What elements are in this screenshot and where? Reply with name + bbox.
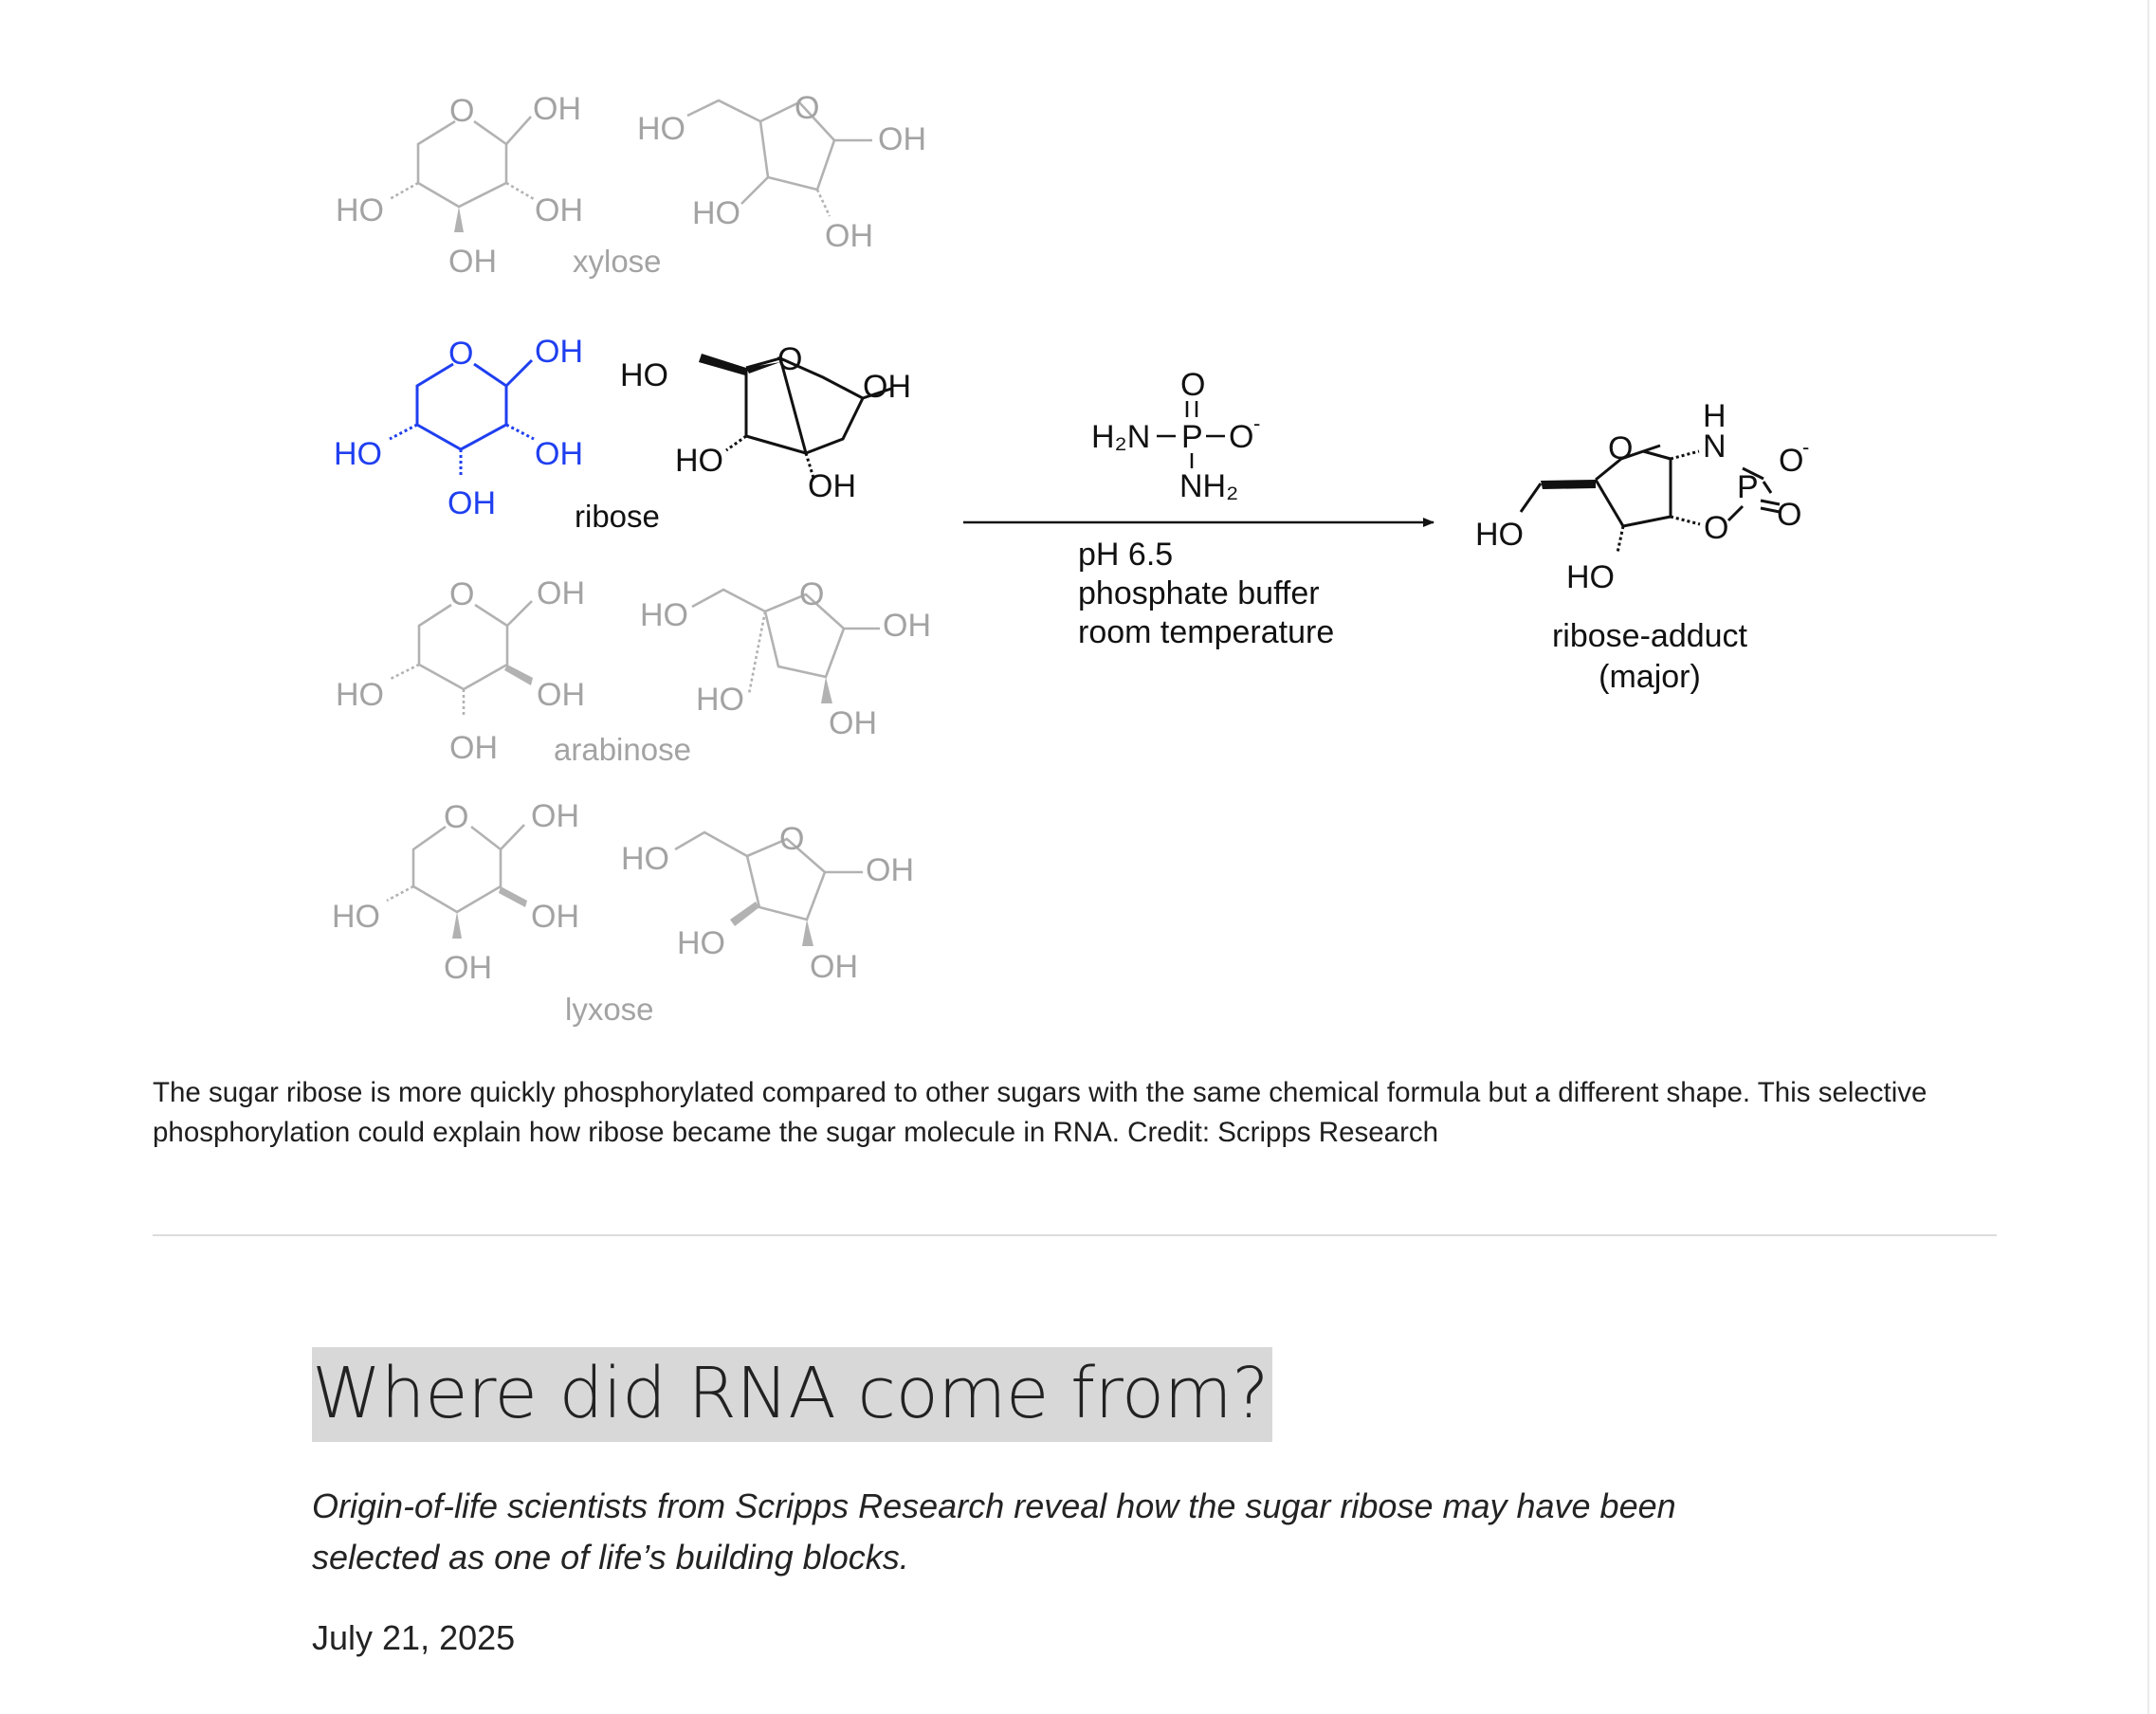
figure-caption: The sugar ribose is more quickly phosphorylated compared to other sugars with the same chemical formula but a different shape. This selective phosphorylation could explain how ribose became the sugar molecule in RNA. Credit: Scripps Research: [153, 1077, 1928, 1148]
arabinose-structures: [336, 575, 931, 767]
product-qualifier: (major): [1599, 659, 1701, 695]
svg-text:HO: HO: [336, 192, 384, 228]
svg-text:OH: OH: [878, 121, 926, 157]
svg-text:O: O: [449, 93, 475, 129]
svg-text:OH: OH: [535, 334, 583, 370]
svg-text:O: O: [1608, 430, 1634, 466]
svg-text:HO: HO: [334, 436, 382, 472]
svg-text:OH: OH: [808, 468, 856, 504]
svg-text:O: O: [1777, 497, 1802, 533]
svg-text:P: P: [1181, 419, 1203, 455]
svg-text:HO: HO: [696, 682, 744, 718]
section-divider: [153, 1234, 1997, 1236]
page-title: Where did RNA come from?: [312, 1353, 1269, 1434]
svg-text:OH: OH: [537, 677, 585, 713]
condition-ph: pH 6.5: [1078, 537, 1174, 573]
svg-text:OH: OH: [535, 192, 583, 228]
svg-text:O: O: [795, 90, 820, 126]
svg-text:O: O: [779, 821, 805, 857]
svg-text:OH: OH: [863, 369, 911, 405]
svg-text:O: O: [449, 576, 475, 612]
condition-temperature: room temperature: [1078, 614, 1335, 650]
ribose-structures: [334, 334, 911, 534]
svg-text:O: O: [1779, 443, 1804, 479]
svg-text:OH: OH: [448, 244, 497, 280]
publish-date: July 21, 2025: [312, 1618, 516, 1657]
xylose-label: xylose: [573, 244, 662, 279]
product-name: ribose-adduct: [1551, 618, 1748, 654]
svg-text:OH: OH: [866, 852, 914, 888]
svg-text:HO: HO: [1566, 559, 1615, 595]
svg-text:P: P: [1737, 469, 1759, 505]
svg-text:O: O: [1229, 419, 1254, 455]
svg-text:N: N: [1703, 428, 1727, 465]
svg-text:HO: HO: [640, 597, 688, 633]
svg-text:O: O: [777, 341, 803, 377]
arabinose-label: arabinose: [554, 732, 691, 767]
svg-text:HO: HO: [692, 195, 740, 231]
svg-text:O: O: [799, 576, 825, 612]
svg-text:HO: HO: [336, 677, 384, 713]
svg-text:OH: OH: [535, 436, 583, 472]
reaction-conditions: [1078, 537, 1334, 650]
lyxose-label: lyxose: [565, 992, 654, 1027]
svg-text:OH: OH: [448, 485, 496, 521]
svg-text:OH: OH: [444, 950, 492, 986]
product-structure: [1475, 398, 1809, 695]
reagent-structure: [1091, 367, 1260, 504]
svg-text:OH: OH: [449, 730, 498, 766]
svg-text:HO: HO: [621, 841, 669, 877]
svg-text:NH₂: NH₂: [1179, 468, 1239, 504]
title-highlight: [312, 1347, 1272, 1442]
svg-text:-: -: [1253, 411, 1261, 435]
svg-text:O: O: [448, 336, 474, 372]
svg-text:-: -: [1802, 435, 1810, 459]
svg-text:OH: OH: [829, 705, 877, 741]
svg-text:OH: OH: [883, 608, 931, 644]
svg-text:HO: HO: [637, 111, 685, 147]
svg-text:HO: HO: [620, 357, 668, 393]
svg-text:OH: OH: [531, 798, 579, 834]
svg-text:HO: HO: [677, 925, 725, 961]
article-subtitle: Origin-of-life scientists from Scripps Research reveal how the sugar ribose may have been selected as one of life’s building blocks.: [312, 1486, 1676, 1577]
svg-text:OH: OH: [810, 949, 858, 985]
svg-text:O: O: [1180, 367, 1206, 403]
svg-text:O: O: [1704, 510, 1729, 546]
svg-text:HO: HO: [675, 443, 723, 479]
svg-text:H: H: [1703, 398, 1727, 434]
xylose-structures: [336, 90, 926, 280]
svg-text:HO: HO: [332, 899, 380, 935]
svg-text:O: O: [444, 799, 469, 835]
svg-text:H₂N: H₂N: [1091, 419, 1151, 455]
svg-text:OH: OH: [533, 91, 581, 127]
svg-text:OH: OH: [537, 575, 585, 611]
ribose-label: ribose: [575, 499, 660, 534]
lyxose-structures: [332, 798, 914, 1027]
condition-buffer: phosphate buffer: [1078, 575, 1320, 611]
svg-text:OH: OH: [825, 218, 873, 254]
svg-text:HO: HO: [1475, 517, 1524, 553]
svg-text:OH: OH: [531, 899, 579, 935]
